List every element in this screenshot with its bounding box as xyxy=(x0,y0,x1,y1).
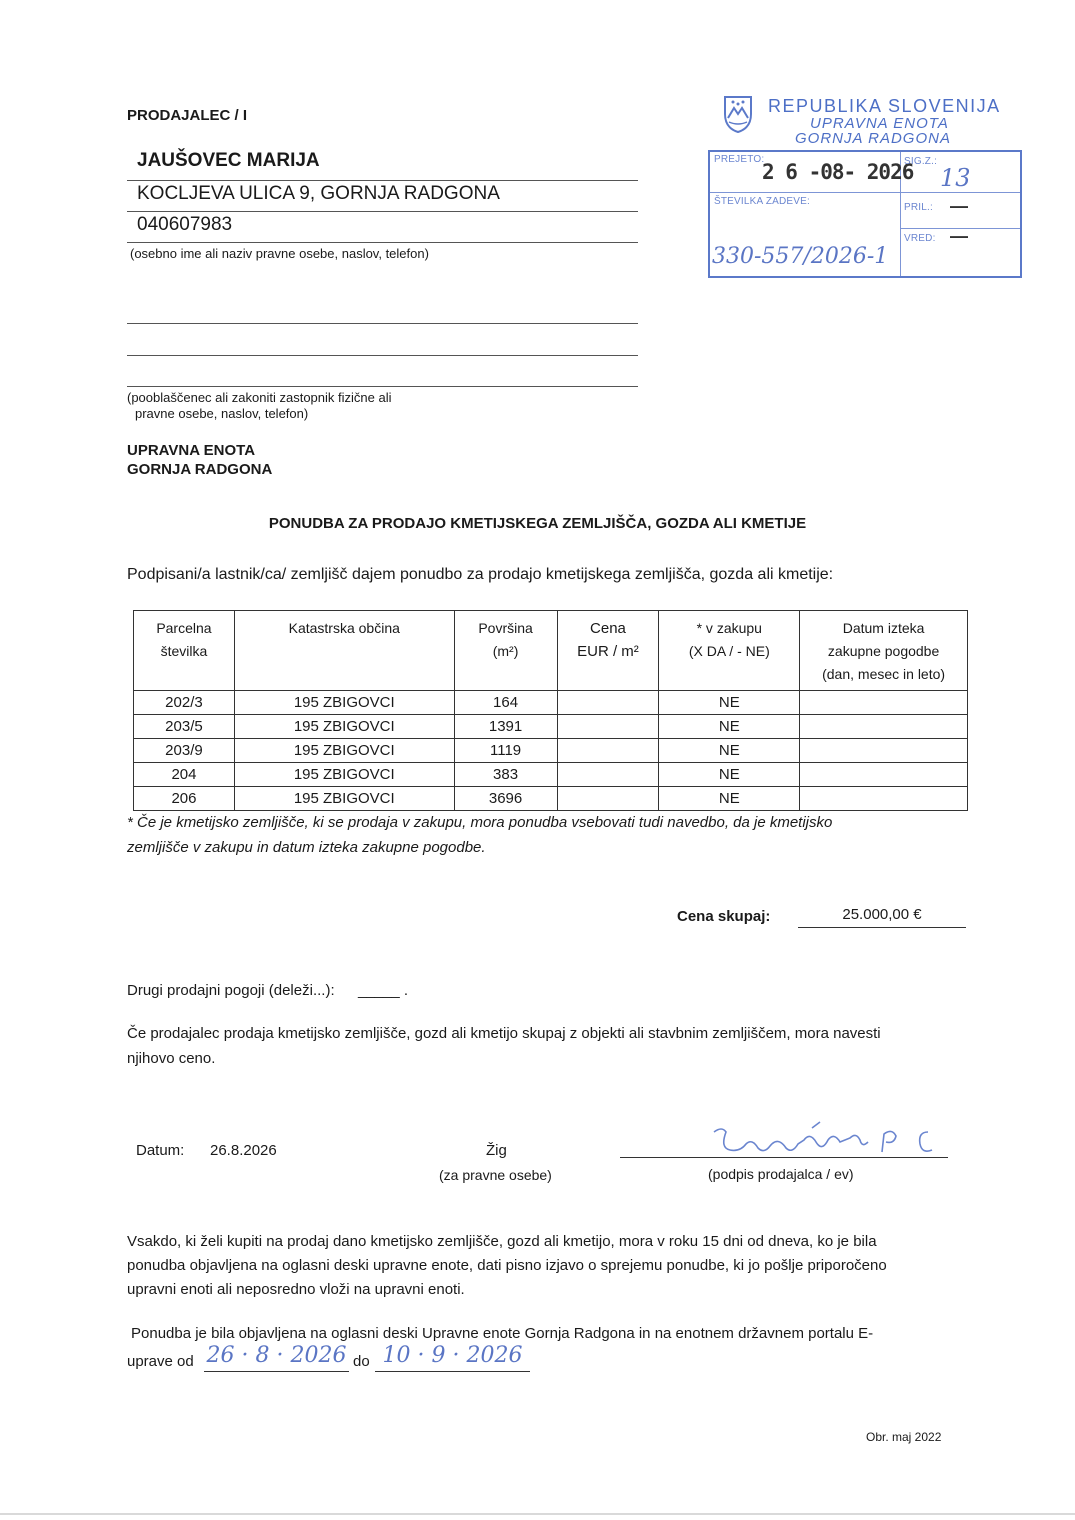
parcel-number: 203/5 xyxy=(134,715,235,739)
parcel-lease-end xyxy=(800,763,968,787)
parcel-lease-end xyxy=(800,691,968,715)
parcel-table xyxy=(133,610,968,811)
table-row xyxy=(134,763,968,787)
parcel-price xyxy=(557,739,659,763)
stamp-case-label: ŠTEVILKA ZADEVE: xyxy=(714,196,811,207)
table-header-row xyxy=(134,611,968,691)
seller-heading: PRODAJALEC / I xyxy=(127,107,248,124)
date-value: 26.8.2026 xyxy=(210,1142,277,1159)
parcel-area: 1119 xyxy=(454,739,557,763)
publication-from-date: 26 · 8 · 2026 xyxy=(204,1341,349,1372)
parcel-lease: NE xyxy=(659,715,800,739)
parcel-lease: NE xyxy=(659,739,800,763)
publication-line-1: Ponudba je bila objavljena na oglasni deski Upravne enote Gornja Radgona in na enotnem državnem portalu E- xyxy=(131,1325,874,1342)
representative-line-2 xyxy=(127,355,638,356)
signature-line xyxy=(620,1157,948,1158)
cadastral-municipality: 195 ZBIGOVCI xyxy=(234,763,454,787)
cadastral-municipality: 195 ZBIGOVCI xyxy=(234,787,454,811)
parcel-lease-end xyxy=(800,715,968,739)
parcel-lease: NE xyxy=(659,787,800,811)
seller-name-line xyxy=(127,180,638,181)
cadastral-municipality: 195 ZBIGOVCI xyxy=(234,715,454,739)
representative-caption-2: pravne osebe, naslov, telefon) xyxy=(135,406,309,421)
stamp-pril-value: — xyxy=(950,196,968,216)
table-row xyxy=(134,715,968,739)
recipient-line-1: UPRAVNA ENOTA xyxy=(127,442,256,459)
form-version: Obr. maj 2022 xyxy=(866,1430,942,1444)
representative-caption-1: (pooblaščenec ali zakoniti zastopnik fizične ali xyxy=(127,390,392,405)
stamp-sig-value: 13 xyxy=(940,164,971,192)
other-terms-value: _____ . xyxy=(358,982,409,999)
footnote-line-2: zemljišče v zakupu in datum izteka zakupne pogodbe. xyxy=(127,839,486,856)
parcel-area: 3696 xyxy=(454,787,557,811)
stamp-pril-label: PRIL.: xyxy=(904,202,933,213)
seller-address-line xyxy=(127,211,638,212)
received-stamp xyxy=(708,150,1022,278)
table-row xyxy=(134,691,968,715)
parcel-number: 202/3 xyxy=(134,691,235,715)
recipient-line-2: GORNJA RADGONA xyxy=(127,461,273,478)
seller-signature xyxy=(700,1118,960,1162)
seal-caption: (za pravne osebe) xyxy=(439,1167,552,1183)
parcel-lease-end xyxy=(800,739,968,763)
seller-phone-line xyxy=(127,242,638,243)
scan-edge xyxy=(0,1513,1075,1515)
header-parcel-number: Parcelna številka xyxy=(134,611,235,691)
parcel-area: 164 xyxy=(454,691,557,715)
parcel-price xyxy=(557,763,659,787)
header-lease: * v zakupu (X DA / - NE) xyxy=(659,611,800,691)
table-row xyxy=(134,787,968,811)
header-area: Površina (m²) xyxy=(454,611,557,691)
total-value: 25.000,00 € xyxy=(798,906,966,928)
other-terms-label: Drugi prodajni pogoji (deleži...): xyxy=(127,982,335,999)
stamp-location: GORNJA RADGONA xyxy=(795,130,951,147)
parcel-lease: NE xyxy=(659,763,800,787)
seal-label: Žig xyxy=(486,1142,507,1159)
objects-note-line-1: Če prodajalec prodaja kmetijsko zemljišče, gozd ali kmetijo skupaj z objekti ali stavbnim zemljiščem, mora navesti xyxy=(127,1025,881,1042)
date-label: Datum: xyxy=(136,1142,185,1159)
intro-text: Podpisani/a lastnik/ca/ zemljišč dajem ponudbo za prodajo kmetijskega zemljišča, gozda ali kmetije: xyxy=(127,566,834,583)
seller-address: KOCLJEVA ULICA 9, GORNJA RADGONA xyxy=(137,183,500,204)
table-row xyxy=(134,739,968,763)
stamp-vred-value: — xyxy=(950,226,968,246)
representative-line-3 xyxy=(127,386,638,387)
seller-caption: (osebno ime ali naziv pravne osebe, naslov, telefon) xyxy=(130,246,429,261)
total-label: Cena skupaj: xyxy=(677,908,771,925)
document-title: PONUDBA ZA PRODAJO KMETIJSKEGA ZEMLJIŠČA, GOZDA ALI KMETIJE xyxy=(268,515,807,532)
parcel-lease-end xyxy=(800,787,968,811)
parcel-number: 204 xyxy=(134,763,235,787)
publication-middle: do xyxy=(353,1353,370,1370)
stamp-received-label: PREJETO: xyxy=(714,154,765,165)
parcel-price xyxy=(557,787,659,811)
header-lease-end-date: Datum izteka zakupne pogodbe (dan, mesec in leto) xyxy=(800,611,968,691)
stamp-unit: UPRAVNA ENOTA xyxy=(810,115,949,132)
parcel-price xyxy=(557,715,659,739)
notice-line-1: Vsakdo, ki želi kupiti na prodaj dano kmetijsko zemljišče, gozd ali kmetijo, mora v roku 15 dni od dneva, ko je bila xyxy=(127,1233,877,1250)
stamp-sig-label: SIG.Z.: xyxy=(904,156,938,167)
stamp-republic: REPUBLIKA SLOVENIJA xyxy=(768,96,1001,116)
parcel-price xyxy=(557,691,659,715)
stamp-case-number: 330-557/2026-1 xyxy=(712,244,889,269)
signature-caption: (podpis prodajalca / ev) xyxy=(708,1166,854,1182)
seller-phone: 040607983 xyxy=(137,214,233,235)
coat-of-arms-icon xyxy=(722,94,754,134)
header-cadastral-municipality: Katastrska občina xyxy=(234,611,454,691)
parcel-number: 206 xyxy=(134,787,235,811)
objects-note-line-2: njihovo ceno. xyxy=(127,1050,216,1067)
cadastral-municipality: 195 ZBIGOVCI xyxy=(234,691,454,715)
parcel-number: 203/9 xyxy=(134,739,235,763)
footnote-line-1: * Če je kmetijsko zemljišče, ki se prodaja v zakupu, mora ponudba vsebovati tudi navedbo, da je kmetijsko xyxy=(127,814,833,831)
notice-line-2: ponudba objavljena na oglasni deski upravne enote, dati pisno izjavo o sprejemu ponudbe, ki jo pošlje priporočeno xyxy=(127,1257,887,1274)
parcel-lease: NE xyxy=(659,691,800,715)
representative-line-1 xyxy=(127,323,638,324)
notice-line-3: upravni enoti ali neposredno vloži na upravni enoti. xyxy=(127,1281,465,1298)
stamp-vred-label: VRED: xyxy=(904,233,936,244)
publication-to-date: 10 · 9 · 2026 xyxy=(375,1341,530,1372)
parcel-area: 1391 xyxy=(454,715,557,739)
parcel-area: 383 xyxy=(454,763,557,787)
seller-name: JAUŠOVEC MARIJA xyxy=(137,150,320,171)
stamp-received-date: 2 6 -08- 2026 xyxy=(762,160,914,184)
publication-prefix: uprave od xyxy=(127,1353,194,1370)
header-price: Cena EUR / m² xyxy=(557,611,659,691)
cadastral-municipality: 195 ZBIGOVCI xyxy=(234,739,454,763)
